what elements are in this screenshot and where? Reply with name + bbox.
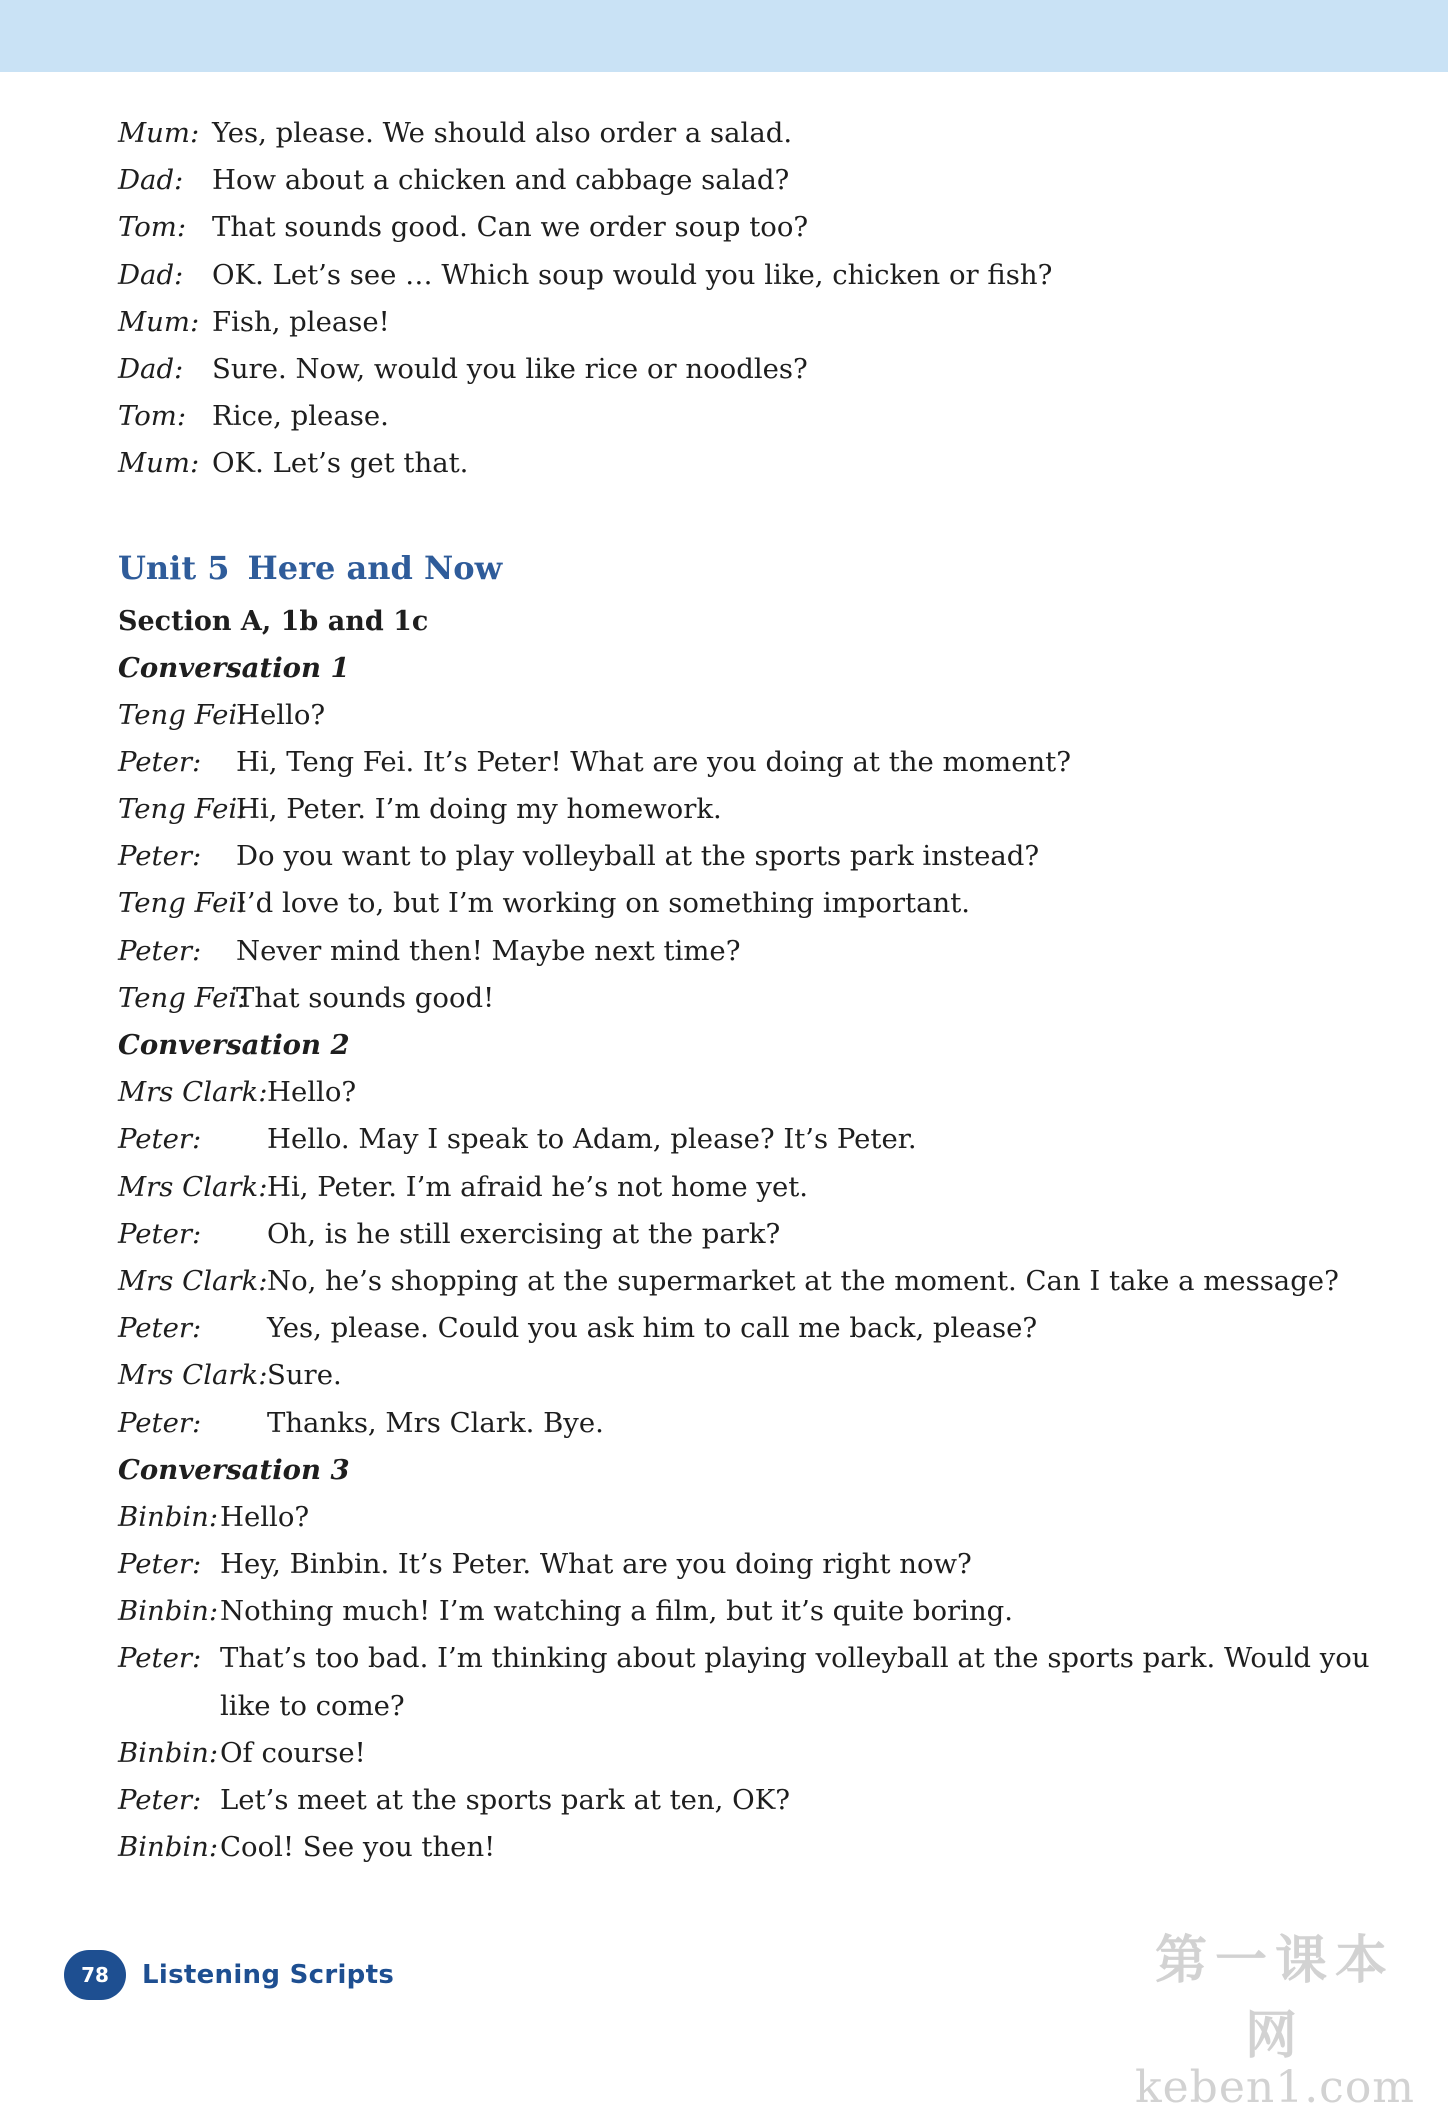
dialogue-continuation <box>118 1683 1298 1730</box>
unit-title <box>118 537 1298 599</box>
dialogue-line <box>118 440 1298 487</box>
dialogue-line <box>118 1588 1298 1635</box>
speaker-label: Dad: <box>118 164 184 197</box>
speaker-label: Peter: <box>118 1642 202 1675</box>
speaker-label: Mum: <box>118 117 200 149</box>
speaker-label: Binbin: <box>118 1595 219 1628</box>
conversation-1 <box>118 645 1298 1023</box>
speaker-label: Dad: <box>118 352 184 385</box>
dialogue-text: like to come? <box>220 1689 405 1722</box>
dialogue-line <box>118 1400 1298 1447</box>
dialogue-line <box>118 299 1298 346</box>
speaker-label: Peter: <box>118 1406 202 1439</box>
dialogue-line <box>118 928 1298 975</box>
dialogue-line <box>118 1164 1298 1211</box>
dialogue-line <box>118 1635 1370 1682</box>
dialogue-line <box>118 739 1298 786</box>
dialogue-line <box>118 204 1298 251</box>
speaker-label: Mum: <box>118 305 200 338</box>
watermark-line-1: 第一课本网 <box>1154 1931 1395 2066</box>
dialogue-line <box>118 692 1298 739</box>
conversation-heading: Conversation 3 <box>118 1453 350 1486</box>
speaker-label: Mrs Clark: <box>118 1076 268 1109</box>
dialogue-text: Hi, Teng Fei. It’s Peter! What are you doing at the moment? <box>236 745 1071 778</box>
dialogue-line <box>118 1494 1298 1541</box>
dialogue-text: That’s too bad. I’m thinking about playing volleyball at the sports park. Would you <box>220 1642 1370 1675</box>
dialogue-text: How about a chicken and cabbage salad? <box>212 164 790 197</box>
dialogue-line <box>118 346 1298 393</box>
watermark <box>1130 1918 1420 2113</box>
dialogue-text: Oh, is he still exercising at the park? <box>267 1217 781 1250</box>
dialogue-line <box>118 786 1298 833</box>
watermark-line-2: keben1.com <box>1134 2062 1416 2113</box>
speaker-label: Tom: <box>118 400 187 433</box>
speaker-label: Binbin: <box>118 1831 219 1864</box>
speaker-label: Tom: <box>118 211 187 244</box>
dialogue-line <box>118 252 1298 299</box>
dialogue-text: Do you want to play volleyball at the sports park instead? <box>236 840 1040 873</box>
page-number-badge: 78 <box>64 1950 126 2000</box>
section-spacer <box>118 488 1298 537</box>
conversation-2 <box>118 1022 1339 1447</box>
speaker-label: Binbin: <box>118 1736 219 1769</box>
dialogue-text: OK. Let’s get that. <box>212 447 469 480</box>
dialogue-line <box>118 1352 1298 1399</box>
dialogue-text: Hello? <box>267 1076 357 1109</box>
speaker-label: Dad: <box>118 258 184 291</box>
speaker-label: Peter: <box>118 745 202 778</box>
dialogue-line <box>118 880 1298 927</box>
speaker-label: Teng Fei: <box>118 981 247 1014</box>
dialogue-text: Never mind then! Maybe next time? <box>236 934 741 967</box>
dialogue-line <box>118 110 1298 157</box>
dialogue-line <box>118 393 1298 440</box>
footer-title: Listening Scripts <box>142 1960 395 1990</box>
dialogue-text: Rice, please. <box>212 400 389 433</box>
dialogue-line <box>118 1211 1298 1258</box>
dialogue-text: Hi, Peter. I’m doing my homework. <box>236 793 722 826</box>
dialogue-text: Of course! <box>220 1736 366 1769</box>
speaker-label: Mrs Clark: <box>118 1359 268 1392</box>
dialogue-line <box>118 1258 1339 1305</box>
speaker-label: Peter: <box>118 1784 202 1816</box>
speaker-label: Teng Fei: <box>118 793 247 826</box>
page-content <box>118 110 1370 1871</box>
section-heading: Section A, 1b and 1c <box>118 605 429 637</box>
dialogue-text: That sounds good. Can we order soup too? <box>212 211 809 244</box>
dialogue-text: Hello? <box>220 1500 310 1533</box>
dialogue-line <box>118 1824 1298 1871</box>
dialogue-text: Nothing much! I’m watching a film, but it’s quite boring. <box>220 1595 1014 1628</box>
dialogue-text: Cool! See you then! <box>220 1831 496 1864</box>
dialogue-intro <box>118 110 1298 488</box>
dialogue-line <box>118 833 1298 880</box>
dialogue-text: Thanks, Mrs Clark. Bye. <box>267 1406 604 1439</box>
dialogue-text: I’d love to, but I’m working on something important. <box>236 887 971 920</box>
dialogue-text: Fish, please! <box>212 305 390 338</box>
dialogue-line <box>118 975 1298 1022</box>
dialogue-line <box>118 1777 1298 1824</box>
dialogue-text: Hello. May I speak to Adam, please? It’s Peter. <box>267 1123 917 1156</box>
dialogue-text: Hello? <box>236 698 326 731</box>
speaker-label: Mrs Clark: <box>118 1170 268 1203</box>
dialogue-text: OK. Let’s see … Which soup would you like, chicken or fish? <box>212 258 1053 291</box>
dialogue-line <box>118 1730 1298 1777</box>
page-footer <box>64 1950 394 2000</box>
dialogue-text: No, he’s shopping at the supermarket at the moment. Can I take a message? <box>267 1264 1339 1297</box>
dialogue-text: Hey, Binbin. It’s Peter. What are you doing right now? <box>220 1548 972 1581</box>
speaker-label: Peter: <box>118 1217 202 1250</box>
speaker-label: Mrs Clark: <box>118 1264 268 1297</box>
top-color-band <box>0 0 1448 72</box>
dialogue-text: Yes, please. Could you ask him to call me back, please? <box>267 1312 1038 1345</box>
dialogue-text: Let’s meet at the sports park at ten, OK? <box>220 1784 790 1816</box>
speaker-label: Peter: <box>118 1123 202 1156</box>
dialogue-text: Sure. Now, would you like rice or noodles? <box>212 352 808 385</box>
speaker-label: Peter: <box>118 934 202 967</box>
dialogue-line <box>118 1116 1298 1163</box>
unit-number: Unit 5 <box>118 548 230 587</box>
conversation-heading: Conversation 2 <box>118 1029 350 1061</box>
speaker-label: Binbin: <box>118 1500 219 1533</box>
dialogue-text: Hi, Peter. I’m afraid he’s not home yet. <box>267 1170 809 1203</box>
unit-name: Here and Now <box>247 548 503 587</box>
speaker-label: Peter: <box>118 840 202 873</box>
dialogue-line <box>118 1305 1298 1352</box>
speaker-label: Peter: <box>118 1548 202 1581</box>
dialogue-line <box>118 1069 1298 1116</box>
speaker-label: Teng Fei: <box>118 698 247 731</box>
dialogue-text: Yes, please. We should also order a salad. <box>212 117 793 149</box>
conversation-heading: Conversation 1 <box>118 651 350 684</box>
dialogue-text: Sure. <box>267 1359 342 1392</box>
speaker-label: Peter: <box>118 1312 202 1345</box>
speaker-label: Mum: <box>118 447 200 480</box>
dialogue-line <box>118 1541 1298 1588</box>
dialogue-text: That sounds good! <box>236 981 495 1014</box>
conversation-3 <box>118 1447 1370 1872</box>
dialogue-line <box>118 157 1298 204</box>
speaker-label: Teng Fei: <box>118 887 247 920</box>
